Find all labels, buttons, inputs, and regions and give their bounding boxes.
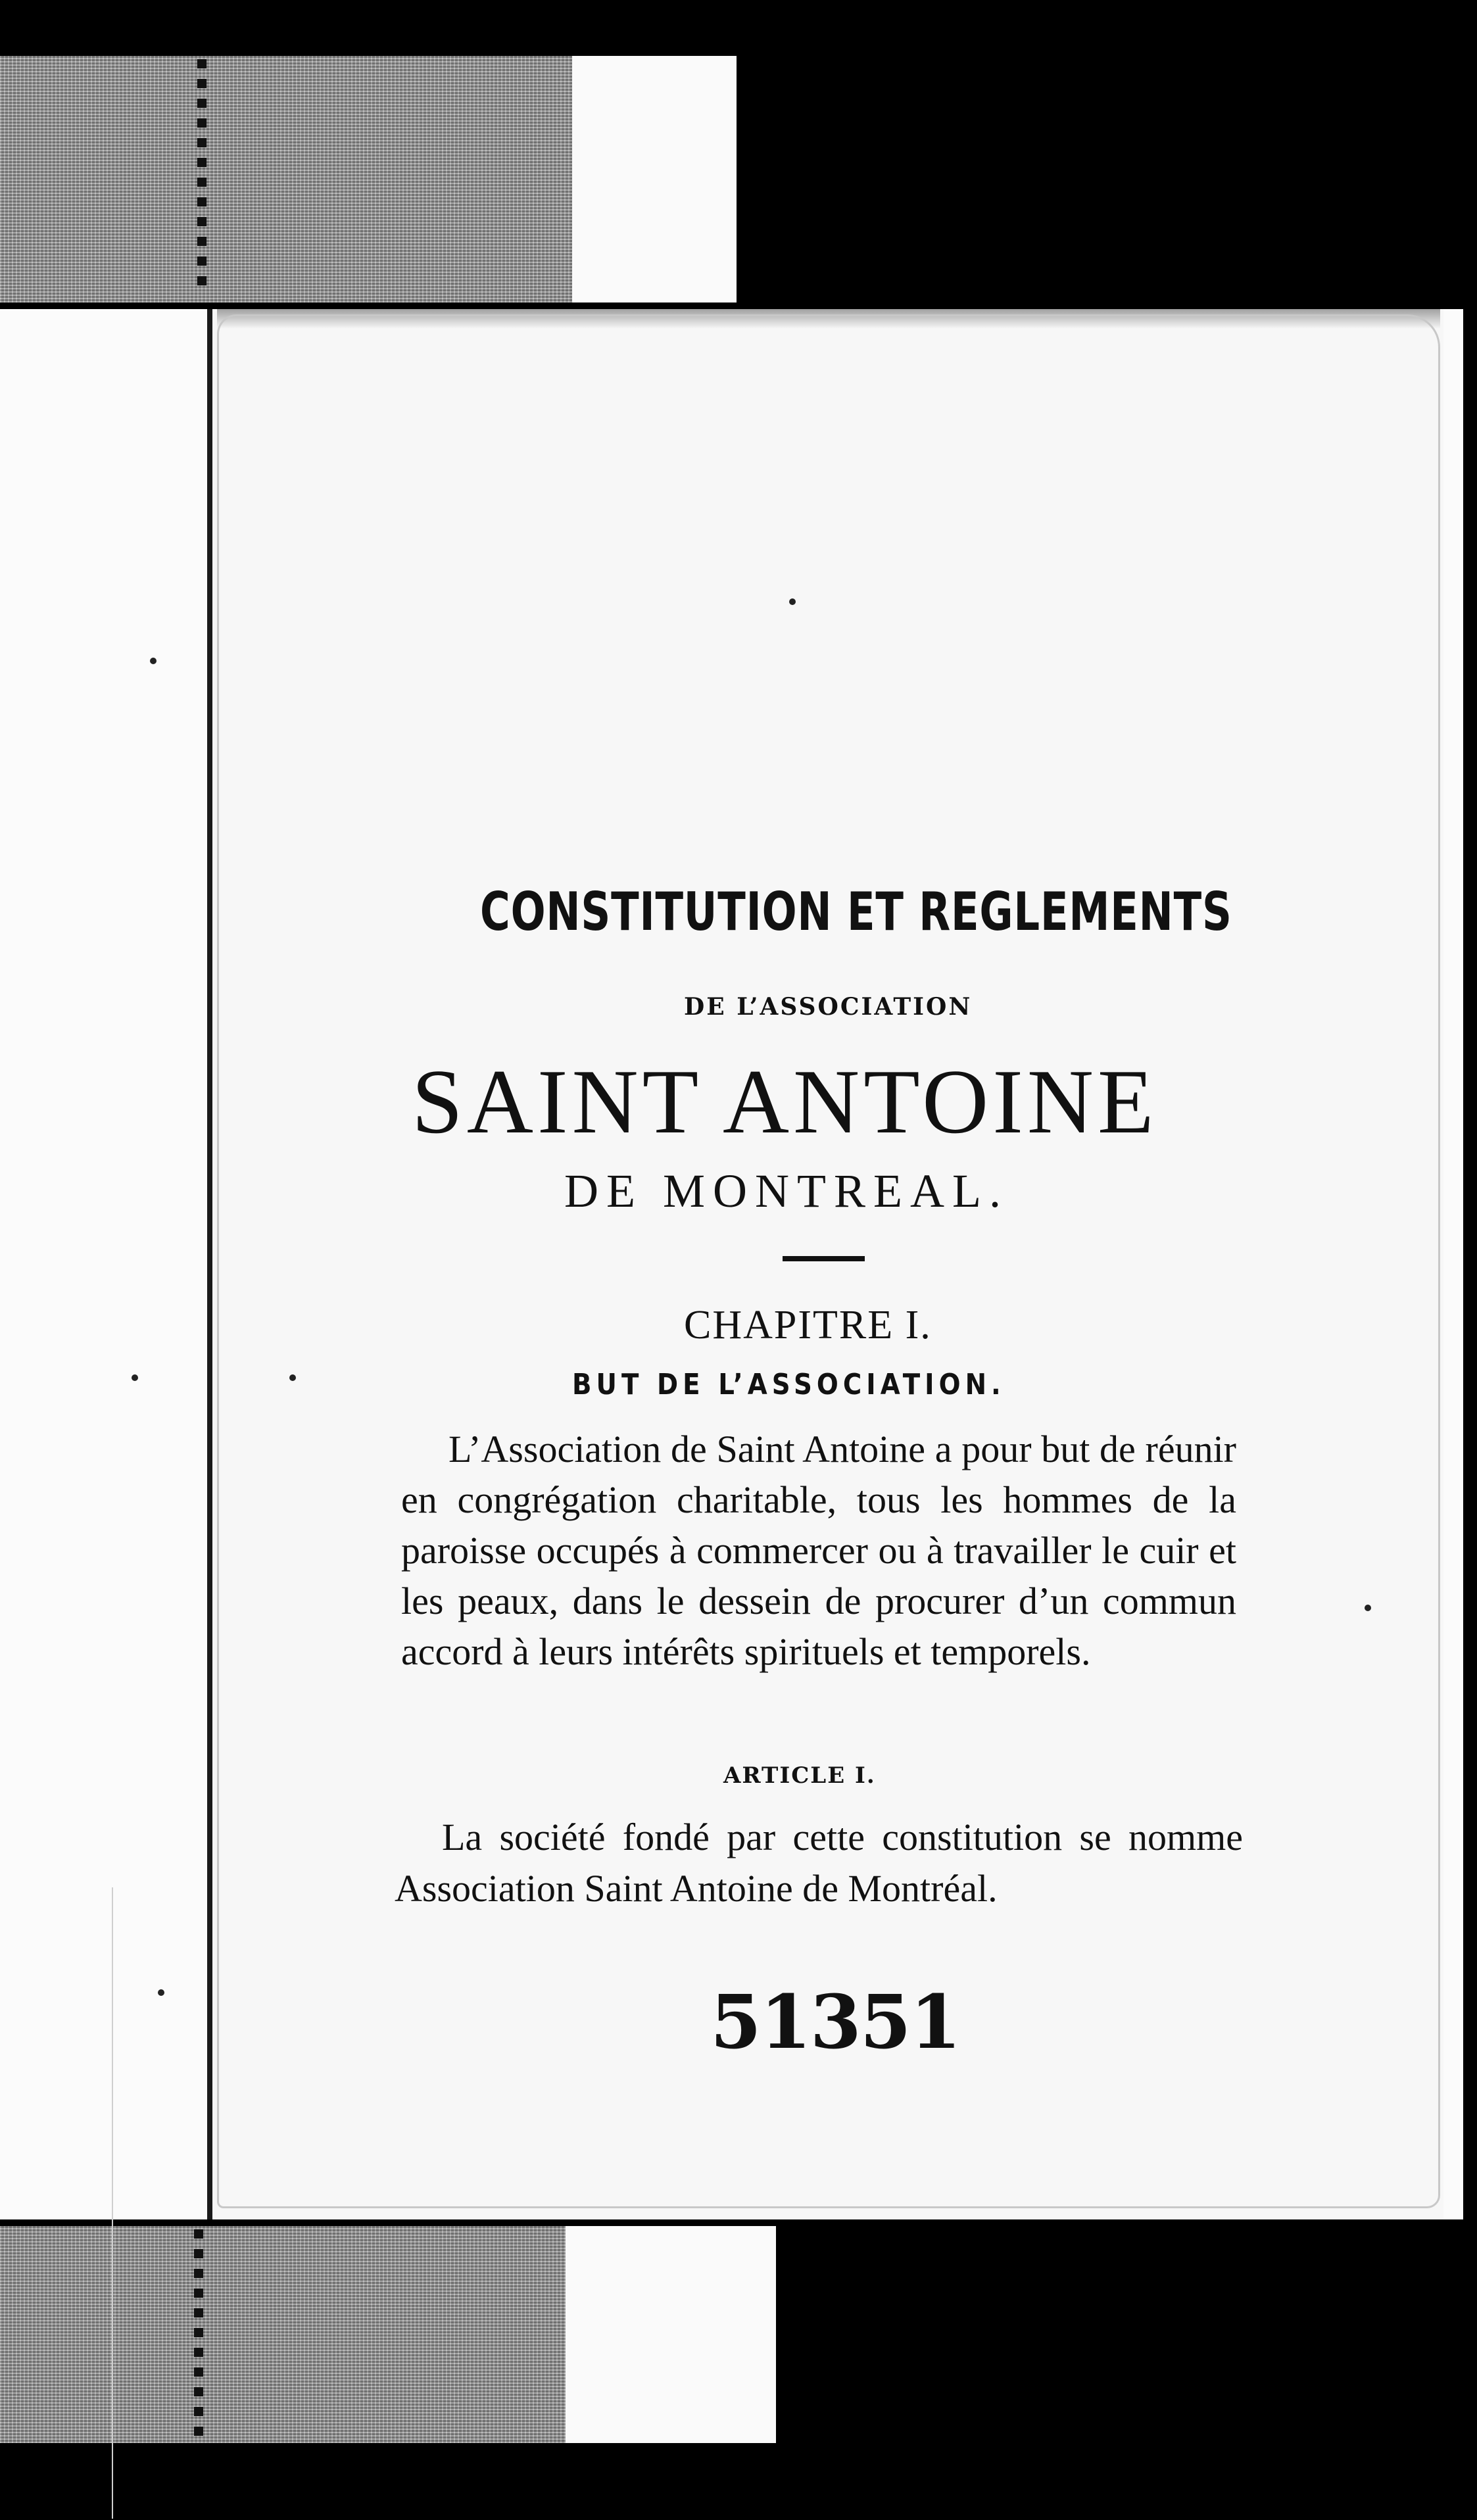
left-page-fold-line — [112, 1887, 113, 2519]
scan-speck — [1365, 1605, 1371, 1611]
article-heading: ARTICLE I. — [723, 1762, 876, 1789]
binding-paper-top — [572, 56, 737, 303]
binding-stitch-top — [197, 59, 206, 296]
scan-speck — [789, 598, 796, 605]
title-divider — [783, 1256, 865, 1261]
left-facing-page — [0, 309, 221, 2219]
article-text: La société fondé par cette constitution se nomme Association Saint Antoine de Montréal. — [395, 1816, 1243, 1910]
binding-cloth-bottom — [0, 2226, 566, 2443]
page-edge — [217, 314, 1440, 2208]
scan-speck — [150, 658, 157, 664]
binding-paper-bottom — [566, 2226, 776, 2443]
scan-speck — [158, 1989, 164, 1996]
binding-cloth-top — [0, 56, 572, 303]
chapter-heading: CHAPITRE I. — [684, 1303, 932, 1347]
purpose-paragraph: L’Association de Saint Antoine a pour but de réunir en congrégation charitable, tous les hommes de la paroisse occupés à commercer ou à travailler le cuir et les peaux, dans le dessein de procurer d’un commun accord à leurs intérêts spirituels et temporels. — [401, 1428, 1236, 1673]
chapter-subtitle: BUT DE L’ASSOCIATION. — [572, 1368, 1005, 1401]
association-name: SAINT ANTOINE — [412, 1051, 1158, 1153]
right-page-margin — [1443, 309, 1463, 2219]
document-title: CONSTITUTION ET REGLEMENTS — [480, 881, 1232, 942]
scan-speck — [289, 1374, 296, 1381]
binding-stitch-bottom — [194, 2229, 203, 2440]
association-place: DE MONTREAL. — [564, 1165, 1009, 1217]
scan-speck — [132, 1374, 138, 1381]
document-subtitle: DE L’ASSOCIATION — [684, 993, 973, 1021]
catalog-number: 51351 — [710, 1979, 960, 2066]
